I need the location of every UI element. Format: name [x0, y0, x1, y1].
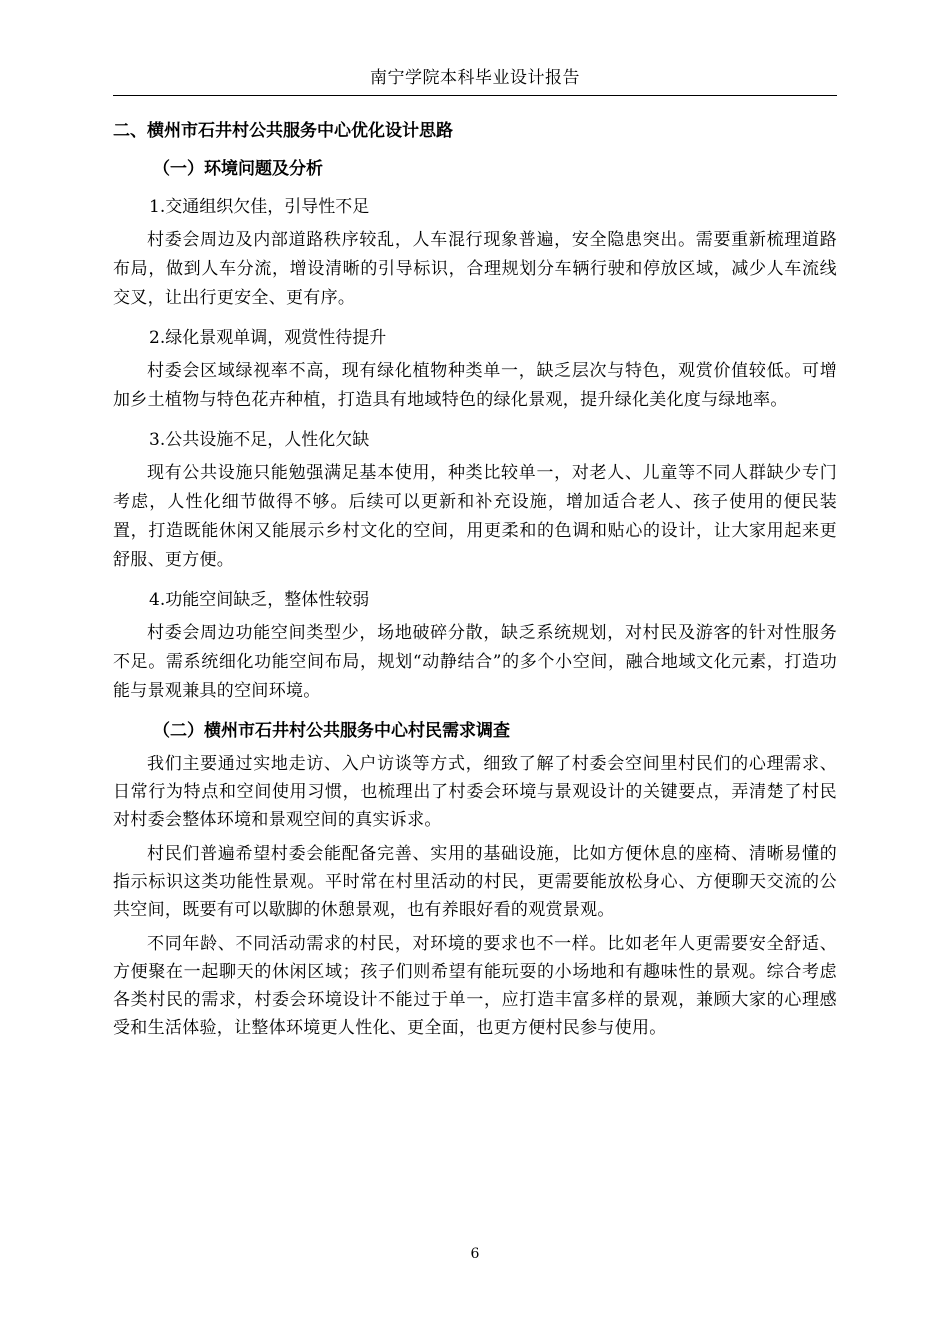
item-heading-2: 2.绿化景观单调，观赏性待提升 [149, 328, 387, 348]
header-divider [113, 95, 837, 96]
item-body-3: 现有公共设施只能勉强满足基本使用，种类比较单一，对老人、儿童等不同人群缺少专门考虑，人性化细节做得不够。后续可以更新和补充设施，增加适合老人、孩子使用的便民装置，打造既能休闲又能展示乡村文化的空间，用更柔和的色调和贴心的设计，让大家用起来更舒服、更方便。 [113, 463, 837, 570]
item-heading-4: 4.功能空间缺乏，整体性较弱 [149, 590, 370, 610]
subsection-title-2: （二）横州市石井村公共服务中心村民需求调查 [153, 721, 510, 741]
page-number: 6 [470, 1246, 480, 1262]
item-heading-3: 3.公共设施不足，人性化欠缺 [149, 430, 370, 450]
section-title: 二、横州市石井村公共服务中心优化设计思路 [113, 121, 453, 141]
item-body-4: 村委会周边功能空间类型少，场地破碎分散，缺乏系统规划，对村民及游客的针对性服务不足。需系统细化功能空间布局，规划“动静结合”的多个小空间，融合地域文化元素，打造功能与景观兼具的空间环境。 [113, 623, 837, 701]
running-header: 南宁学院本科毕业设计报告 [370, 68, 580, 88]
survey-paragraph-3: 不同年龄、不同活动需求的村民，对环境的要求也不一样。比如老年人更需要安全舒适、方便聚在一起聊天的休闲区域；孩子们则希望有能玩耍的小场地和有趣味性的景观。综合考虑各类村民的需求，村委会环境设计不能过于单一，应打造丰富多样的景观，兼顾大家的心理感受和生活体验，让整体环境更人性化、更全面，也更方便村民参与使用。 [113, 934, 837, 1038]
survey-paragraph-2: 村民们普遍希望村委会能配备完善、实用的基础设施，比如方便休息的座椅、清晰易懂的指示标识这类功能性景观。平时常在村里活动的村民，更需要能放松身心、方便聊天交流的公共空间，既要有可以歇脚的休憩景观，也有养眼好看的观赏景观。 [113, 844, 837, 920]
item-body-2: 村委会区域绿视率不高，现有绿化植物种类单一，缺乏层次与特色，观赏价值较低。可增加乡土植物与特色花卉种植，打造具有地域特色的绿化景观，提升绿化美化度与绿地率。 [113, 361, 837, 410]
page-body [113, 112, 837, 1048]
subsection-title-1: （一）环境问题及分析 [153, 159, 323, 179]
item-heading-1: 1.交通组织欠佳，引导性不足 [149, 197, 370, 217]
survey-paragraph-1: 我们主要通过实地走访、入户访谈等方式，细致了解了村委会空间里村民们的心理需求、日常行为特点和空间使用习惯，也梳理出了村委会环境与景观设计的关键要点，弄清楚了村民对村委会整体环境和景观空间的真实诉求。 [113, 754, 837, 830]
item-body-1: 村委会周边及内部道路秩序较乱，人车混行现象普遍，安全隐患突出。需要重新梳理道路布局，做到人车分流，增设清晰的引导标识，合理规划分车辆行驶和停放区域，减少人车流线交叉，让出行更安全、更有序。 [113, 230, 837, 308]
